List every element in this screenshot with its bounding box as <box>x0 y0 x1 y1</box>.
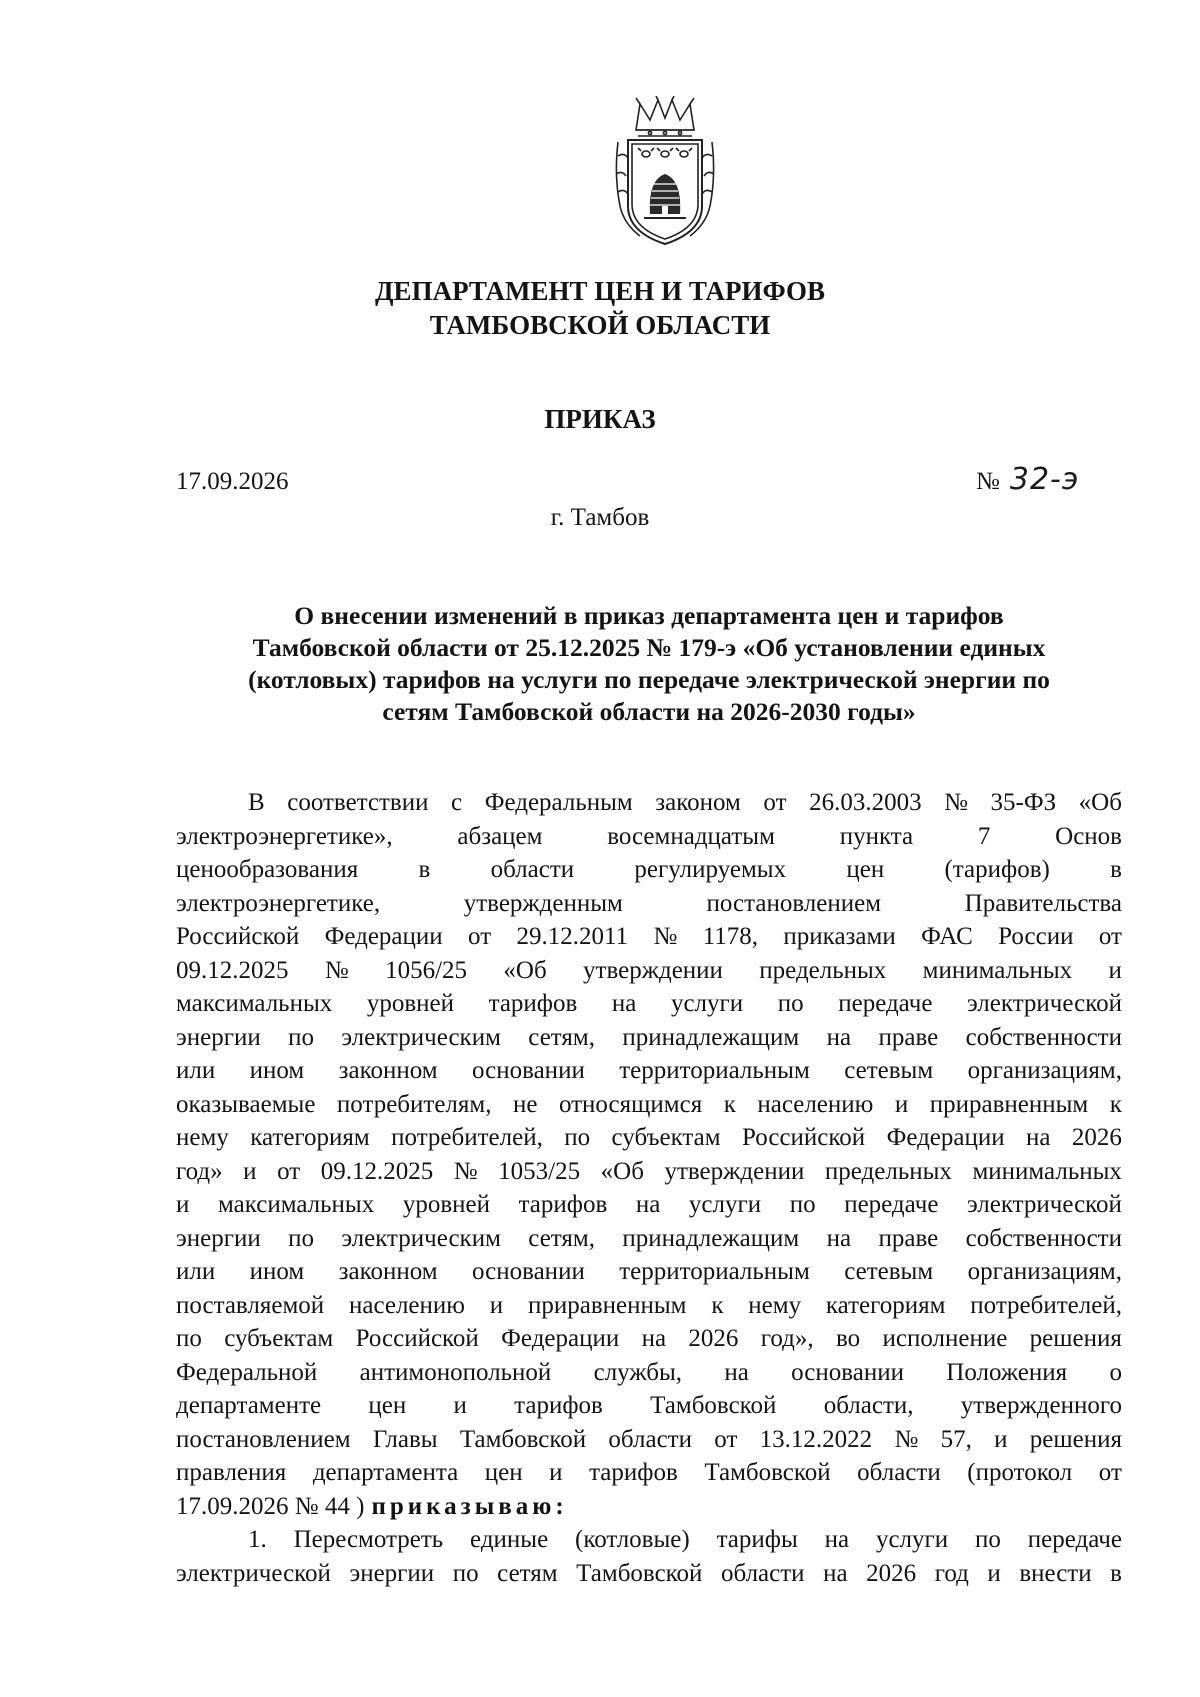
word: регулируемых <box>634 856 787 883</box>
word: тарифы <box>716 1526 798 1553</box>
word: 1053/25 <box>498 1157 581 1185</box>
word: Тамбовской <box>459 1425 587 1453</box>
word: цен <box>484 1459 523 1486</box>
word: сетевым <box>844 1057 934 1084</box>
word: департаменте <box>176 1392 322 1419</box>
word: праве <box>878 1023 939 1051</box>
word: относящимся <box>558 1090 703 1118</box>
body-line <box>176 820 1122 854</box>
word: услуги <box>875 1526 949 1553</box>
subject-line: О внесении изменений в приказ департамента цен и тарифов <box>294 601 1004 630</box>
word: предельных <box>759 956 887 984</box>
word: области, <box>823 1392 914 1419</box>
word: Российской <box>355 1325 479 1352</box>
word: 1178, <box>702 923 759 950</box>
word: собственности <box>965 1224 1122 1252</box>
word: области <box>857 1459 941 1486</box>
word: по <box>288 1023 314 1051</box>
word: сетям, <box>528 1224 595 1252</box>
word: В <box>248 789 265 816</box>
word: № <box>653 923 678 950</box>
word: 1056/25 <box>385 956 468 984</box>
word: «Об <box>503 956 547 984</box>
org-line-2: ТАМБОВСКОЙ ОБЛАСТИ <box>429 310 771 340</box>
order-word: приказываю: <box>371 1492 568 1520</box>
word: области <box>490 856 575 883</box>
word: (котловые) <box>575 1526 690 1553</box>
word: и <box>994 1425 1008 1453</box>
word: и <box>987 1559 1001 1587</box>
word: и <box>176 1191 190 1218</box>
subject-line: (котловых) тарифов на услуги по передаче электрической энергии по <box>248 665 1050 694</box>
word: области <box>720 1559 805 1587</box>
word: в <box>418 856 431 883</box>
word: энергии <box>349 1559 435 1587</box>
word: по <box>176 1325 202 1352</box>
word: области <box>608 1425 692 1453</box>
word: правления <box>176 1459 287 1486</box>
word: категориям <box>250 1124 370 1151</box>
body-line <box>176 1423 1122 1457</box>
word: Федеральной <box>176 1358 318 1386</box>
body-line <box>176 887 1122 921</box>
word: утверждении <box>664 1157 805 1185</box>
word: к <box>723 1090 736 1118</box>
word: Тамбовской <box>576 1559 703 1587</box>
word: передаче <box>844 1191 939 1218</box>
word: сетевым <box>844 1258 934 1285</box>
word: максимальных <box>176 990 333 1017</box>
word: 57, <box>940 1425 972 1453</box>
word: Федерации <box>886 1124 1005 1151</box>
body-line <box>176 1088 1122 1122</box>
word: по <box>452 1559 479 1587</box>
document-subject <box>176 600 1122 728</box>
word: № <box>324 956 349 984</box>
word: по <box>564 1124 591 1151</box>
word: № <box>894 1425 919 1453</box>
word: основании <box>472 1258 585 1285</box>
body-line <box>176 1121 1122 1155</box>
word: России <box>998 923 1074 950</box>
word: 13.12.2022 <box>759 1425 873 1453</box>
word: передаче <box>1027 1526 1122 1553</box>
word: 29.12.2011 <box>516 923 629 950</box>
item-line <box>176 1557 1122 1591</box>
body-line <box>176 1021 1122 1055</box>
word: 09.12.2025 <box>320 1157 434 1185</box>
word: или <box>176 1258 216 1285</box>
word: цен <box>368 1392 407 1419</box>
word: электрической <box>176 1559 331 1587</box>
word: № <box>453 1157 478 1185</box>
word: услуги <box>688 1191 762 1218</box>
word: приравненным <box>527 1291 687 1319</box>
word: 2026 <box>688 1325 739 1352</box>
body-line <box>176 786 1122 820</box>
word: от <box>1098 1459 1122 1486</box>
word: во <box>836 1325 861 1352</box>
word: тарифов <box>589 1459 678 1486</box>
body-line <box>176 1456 1122 1490</box>
word: департамента <box>312 1459 459 1486</box>
word: «Об <box>600 1157 644 1185</box>
word: предельных <box>824 1157 952 1185</box>
word: приравненным <box>929 1090 1089 1118</box>
word: 2026 <box>1071 1124 1122 1151</box>
word: от <box>277 1157 301 1185</box>
organization-name <box>0 274 1200 342</box>
word: основании <box>472 1057 585 1084</box>
word: максимальных <box>217 1191 375 1218</box>
word: по <box>975 1526 1001 1553</box>
word: цен <box>846 856 885 883</box>
word: потребителей, <box>970 1291 1122 1319</box>
word: не <box>512 1090 538 1118</box>
word: (протокол <box>967 1459 1073 1486</box>
subject-line: сетям Тамбовской области на 2026-2030 годы» <box>382 697 916 726</box>
word: уровней <box>402 1191 490 1218</box>
body-line <box>176 1289 1122 1323</box>
word: год» <box>176 1157 223 1185</box>
coat-of-arms-icon <box>610 96 720 248</box>
body-line <box>176 1356 1122 1390</box>
word: по <box>789 1191 816 1218</box>
word: и <box>243 1157 257 1185</box>
word: от <box>763 789 787 816</box>
word: 1. <box>248 1526 267 1553</box>
body-line <box>176 1389 1122 1423</box>
word: на <box>824 1526 850 1553</box>
word: нему <box>748 1291 802 1319</box>
word: населению <box>348 1291 465 1319</box>
word: антимонопольной <box>359 1358 552 1386</box>
document-date: 17.09.2026 <box>176 468 289 495</box>
word: о <box>1109 1358 1122 1386</box>
word: единые <box>470 1526 549 1553</box>
body-line <box>176 1322 1122 1356</box>
word: год <box>934 1559 969 1587</box>
word: населению <box>757 1090 874 1118</box>
word: ФАС <box>921 923 973 950</box>
body-line <box>176 920 1122 954</box>
word: «Об <box>1078 789 1122 816</box>
word: Федерации <box>324 923 443 950</box>
word: 09.12.2025 <box>176 956 289 984</box>
word: и <box>1108 956 1122 984</box>
word: передаче <box>838 990 933 1017</box>
word: Федерации <box>501 1325 620 1352</box>
word: 2026 <box>866 1559 917 1587</box>
word: на <box>826 1224 852 1252</box>
word: Правительства <box>964 889 1122 917</box>
word: Тамбовской <box>704 1459 831 1486</box>
word: год», <box>760 1325 814 1352</box>
word: Главы <box>372 1425 438 1453</box>
word: в <box>1110 856 1122 883</box>
body-line <box>176 853 1122 887</box>
item-line <box>176 1523 1122 1557</box>
word: Российской <box>176 923 300 950</box>
word: электроэнергетике», <box>176 822 393 850</box>
word: восемнадцатым <box>607 822 775 850</box>
word: Российской <box>741 1124 866 1151</box>
word: в <box>1110 1559 1122 1587</box>
word: законном <box>338 1258 438 1285</box>
word: на <box>826 1023 852 1051</box>
body-line <box>176 1188 1122 1222</box>
word: по <box>288 1224 314 1252</box>
word: организациям, <box>967 1057 1122 1084</box>
word: энергии <box>176 1224 261 1252</box>
document-number <box>976 462 1079 497</box>
word: от <box>468 923 492 950</box>
word: утвержденного <box>960 1392 1122 1419</box>
word: тарифов <box>488 990 578 1017</box>
word: с <box>451 789 463 816</box>
word: на <box>823 1559 848 1587</box>
word: и <box>453 1392 467 1419</box>
word: энергии <box>176 1023 261 1051</box>
number-label: № <box>976 468 1000 495</box>
word: решения <box>1029 1425 1122 1453</box>
word: электрическим <box>341 1224 501 1252</box>
word: постановлением <box>176 1425 351 1453</box>
word: субъектам <box>611 1124 721 1151</box>
word: минимальных <box>922 956 1073 984</box>
word: услуги <box>670 990 744 1017</box>
word: нему <box>176 1124 229 1151</box>
word: и <box>489 1291 504 1319</box>
word: по <box>777 990 804 1017</box>
word: 7 <box>977 822 991 850</box>
word: (тарифов) <box>944 856 1050 883</box>
word: на <box>1026 1124 1051 1151</box>
word: ином <box>249 1057 305 1084</box>
word: или <box>176 1057 216 1084</box>
word: основании <box>791 1358 904 1386</box>
word: и <box>549 1459 563 1486</box>
word: внести <box>1019 1559 1092 1587</box>
body-line <box>176 954 1122 988</box>
word: Федеральным <box>484 789 633 816</box>
word: субъектам <box>224 1325 334 1352</box>
body-line <box>176 1155 1122 1189</box>
body-line <box>176 1054 1122 1088</box>
word: законом <box>655 789 741 816</box>
org-line-1: ДЕПАРТАМЕНТ ЦЕН И ТАРИФОВ <box>374 276 826 306</box>
word: решения <box>1029 1325 1122 1352</box>
word: потребителям, <box>336 1090 492 1118</box>
word: электрической <box>967 990 1122 1017</box>
word: минимальных <box>972 1157 1122 1185</box>
word: утвержденным <box>463 889 623 917</box>
word: соответствии <box>287 789 429 816</box>
word: собственности <box>965 1023 1122 1051</box>
word: на <box>724 1358 749 1386</box>
word: электроэнергетике, <box>176 889 381 917</box>
word: от <box>714 1425 738 1453</box>
word: потребителей, <box>391 1124 543 1151</box>
word: Тамбовской <box>650 1392 777 1419</box>
word: Положения <box>946 1358 1068 1386</box>
word: на <box>611 990 637 1017</box>
word: исполнение <box>882 1325 1008 1352</box>
word: службы, <box>593 1358 683 1386</box>
word: Основ <box>1055 822 1122 850</box>
word: уровней <box>366 990 455 1017</box>
city: г. Тамбов <box>550 504 650 531</box>
word: организациям, <box>967 1258 1122 1285</box>
word: 26.03.2003 <box>809 789 922 816</box>
word: и <box>894 1090 909 1118</box>
word: ином <box>249 1258 305 1285</box>
word: № <box>944 789 968 816</box>
word: сетям <box>497 1559 558 1587</box>
word: на <box>641 1325 667 1352</box>
document-body <box>176 786 1122 1590</box>
word: категориям <box>825 1291 946 1319</box>
word: ценообразования <box>176 856 359 883</box>
word: к <box>711 1291 724 1319</box>
word: сетям, <box>528 1023 595 1051</box>
word: принадлежащим <box>622 1023 800 1051</box>
word: принадлежащим <box>622 1224 800 1252</box>
word: оказываемые <box>176 1090 316 1118</box>
word: пункта <box>839 822 914 850</box>
word: поставляемой <box>176 1291 325 1319</box>
word: к <box>1109 1090 1122 1118</box>
number-value: 32-э <box>1009 462 1080 497</box>
word: тарифов <box>518 1191 608 1218</box>
word: тарифов <box>514 1392 603 1419</box>
document-type: ПРИКАЗ <box>544 404 656 434</box>
protocol-line <box>176 1490 1122 1524</box>
word: электрическим <box>341 1023 501 1051</box>
subject-line: Тамбовской области от 25.12.2025 № 179-э «Об установлении единых <box>252 633 1046 662</box>
word: постановлением <box>706 889 882 917</box>
word: 35-ФЗ <box>990 789 1057 816</box>
word: приказами <box>783 923 896 950</box>
body-line <box>176 1222 1122 1256</box>
word: праве <box>878 1224 939 1252</box>
body-line <box>176 987 1122 1021</box>
word: законном <box>338 1057 438 1084</box>
word: абзацем <box>457 822 543 850</box>
word: утверждении <box>583 956 723 984</box>
word: от <box>1098 923 1122 950</box>
word: Пересмотреть <box>293 1526 444 1553</box>
word: на <box>635 1191 661 1218</box>
protocol-text: 17.09.2026 № 44 ) <box>176 1492 365 1520</box>
body-line <box>176 1255 1122 1289</box>
word: территориальным <box>619 1057 810 1084</box>
word: территориальным <box>619 1258 810 1285</box>
word: электрической <box>967 1191 1122 1218</box>
